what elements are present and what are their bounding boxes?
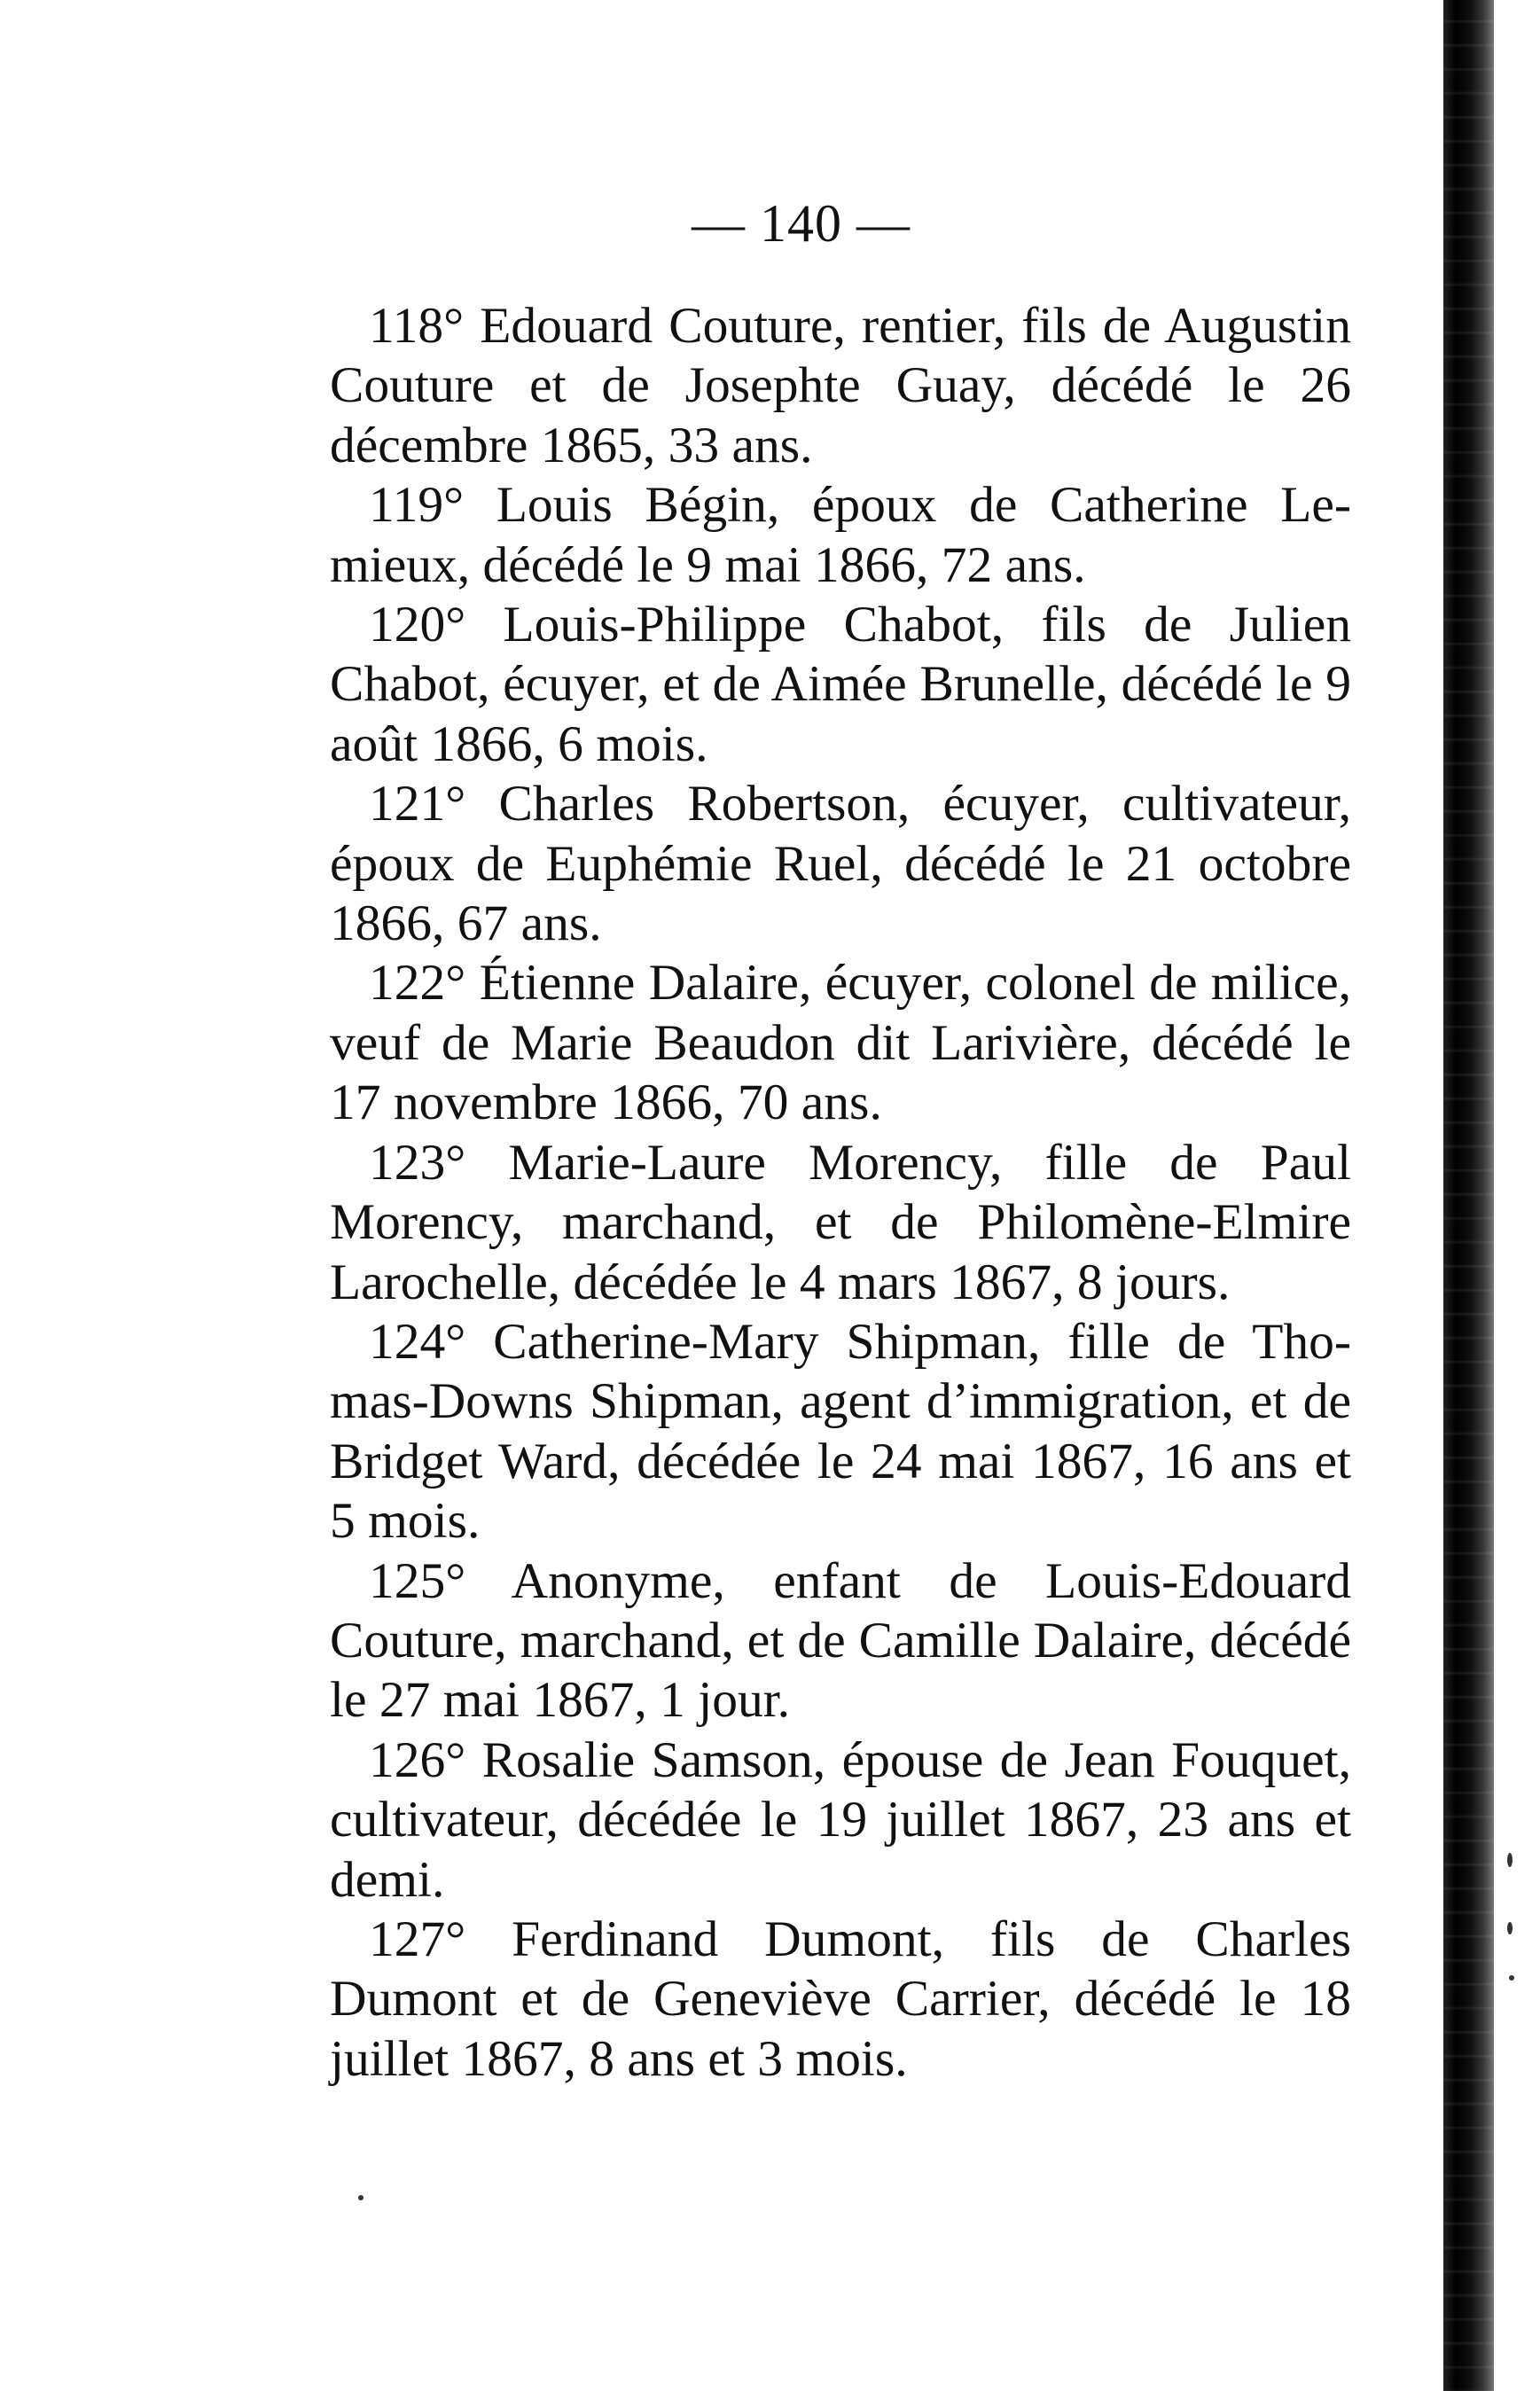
scan-speck [1507,1853,1513,1867]
entry-text: Louis-Philippe Chabot, fils de Julien Chabot, écuyer, et de Aimée Brunelle, décédé le 9 août 1866, 6 mois. [330,597,1351,772]
entry-text: Edouard Couture, rentier, fils de Augustin Couture et de Josephte Guay, décédé le 26 décembre 1865, 33 ans. [330,298,1352,473]
entry-number: 125° [369,1552,466,1609]
list-item [330,1551,1351,1731]
entry-text: Anonyme, enfant de Louis-Edouard Couture, marchand, et de Camille Dalaire, décédé le 27 mai 1867, 1 jour. [330,1552,1352,1729]
entry-number: 119° [369,477,465,534]
list-item [330,1312,1351,1551]
list-item [330,595,1351,774]
page-binding-edge [1443,0,1494,2391]
list-item [330,1910,1351,2089]
list-item [330,1731,1351,1910]
list-item [330,953,1351,1132]
entry-text: Étienne Dalaire, écuyer, colonel de milice, veuf de Marie Beaudon dit Larivière, décédé le 17 novembre 1866, 70 ans. [330,955,1352,1131]
scan-speck [358,2195,364,2200]
scan-speck [1507,1922,1513,1934]
list-item [330,1133,1351,1312]
entry-list [330,296,1351,2089]
entry-number: 124° [369,1313,466,1370]
entry-number: 127° [369,1910,466,1967]
entry-text: Charles Robertson, écuyer, cultivateur, époux de Euphémie Ruel, décédé le 21 octobre 1866, 67 ans. [330,776,1351,952]
list-item [330,475,1351,595]
entry-number: 118° [369,298,465,354]
entry-text: Marie-Laure Morency, fille de Paul Morency, marchand, et de Philomène-Elmire Larochelle, décédée le 4 mars 1867, 8 jours. [330,1134,1351,1310]
entry-text: Rosalie Samson, épouse de Jean Fouquet, cultivateur, décédée le 19 juillet 1867, 23 ans et demi. [330,1731,1352,1908]
entry-text: Ferdinand Dumont, fils de Charles Dumont et de Geneviève Carrier, décédé le 18 juillet 1867, 8 ans et 3 mois. [330,1910,1351,2087]
entry-number: 121° [369,776,466,832]
entry-number: 126° [369,1731,466,1788]
entry-number: 120° [369,597,466,653]
entry-text: Catherine-Mary Shipman, fille de Thomas-Downs Shipman, agent d’immigration, et de Bridget Ward, décédée le 24 mai 1867, 16 ans et 5 mois. [330,1313,1351,1550]
scan-speck [1509,1975,1514,1981]
list-item [330,774,1351,953]
list-item [330,296,1351,475]
entry-number: 123° [369,1134,466,1191]
entry-number: 122° [369,955,466,1012]
entry-text: Louis Bégin, époux de Catherine Lemieux, décédé le 9 mai 1866, 72 ans. [330,477,1352,593]
page-number: — 140 — [692,194,911,253]
